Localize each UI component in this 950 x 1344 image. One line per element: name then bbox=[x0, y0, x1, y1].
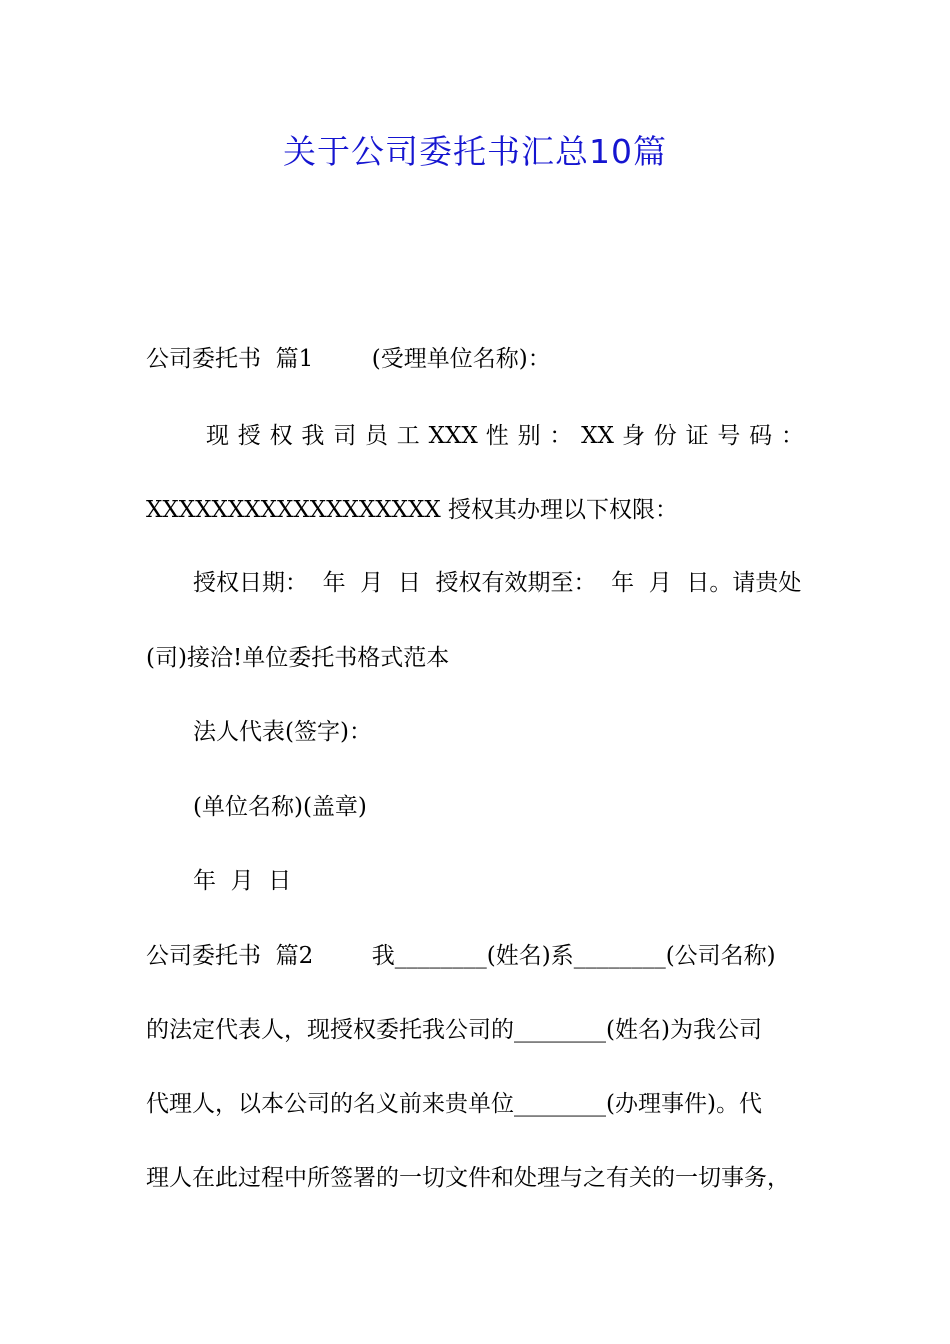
paragraph-line-8: 年 月 日 bbox=[193, 868, 292, 894]
paragraph-line-10: 的法定代表人，现授权委托我公司的________(姓名)为我公司 bbox=[146, 1017, 762, 1043]
paragraph-line-3: XXXXXXXXXXXXXXXXXX 授权其办理以下权限： bbox=[146, 497, 679, 523]
paragraph-line-2: 现 授 权 我 司 员 工 XXX 性 别 ： XX 身 份 证 号 码 ： bbox=[206, 423, 804, 449]
paragraph-line-12: 理人在此过程中所签署的一切文件和处理与之有关的一切事务， bbox=[146, 1165, 790, 1191]
paragraph-line-11: 代理人，以本公司的名义前来贵单位________(办理事件)。代 bbox=[146, 1091, 762, 1117]
paragraph-line-4: 授权日期： 年 月 日 授权有效期至： 年 月 日。请贵处 bbox=[193, 570, 802, 596]
document-title: 关于公司委托书汇总10篇 bbox=[283, 132, 667, 171]
paragraph-line-9: 公司委托书 篇2 我________(姓名)系________(公司名称) bbox=[146, 943, 776, 969]
paragraph-line-7: (单位名称)(盖章) bbox=[193, 794, 367, 820]
paragraph-line-5: (司)接洽!单位委托书格式范本 bbox=[146, 645, 450, 671]
paragraph-line-1: 公司委托书 篇1 (受理单位名称)： bbox=[146, 346, 551, 372]
paragraph-line-6: 法人代表(签字)： bbox=[193, 719, 372, 745]
